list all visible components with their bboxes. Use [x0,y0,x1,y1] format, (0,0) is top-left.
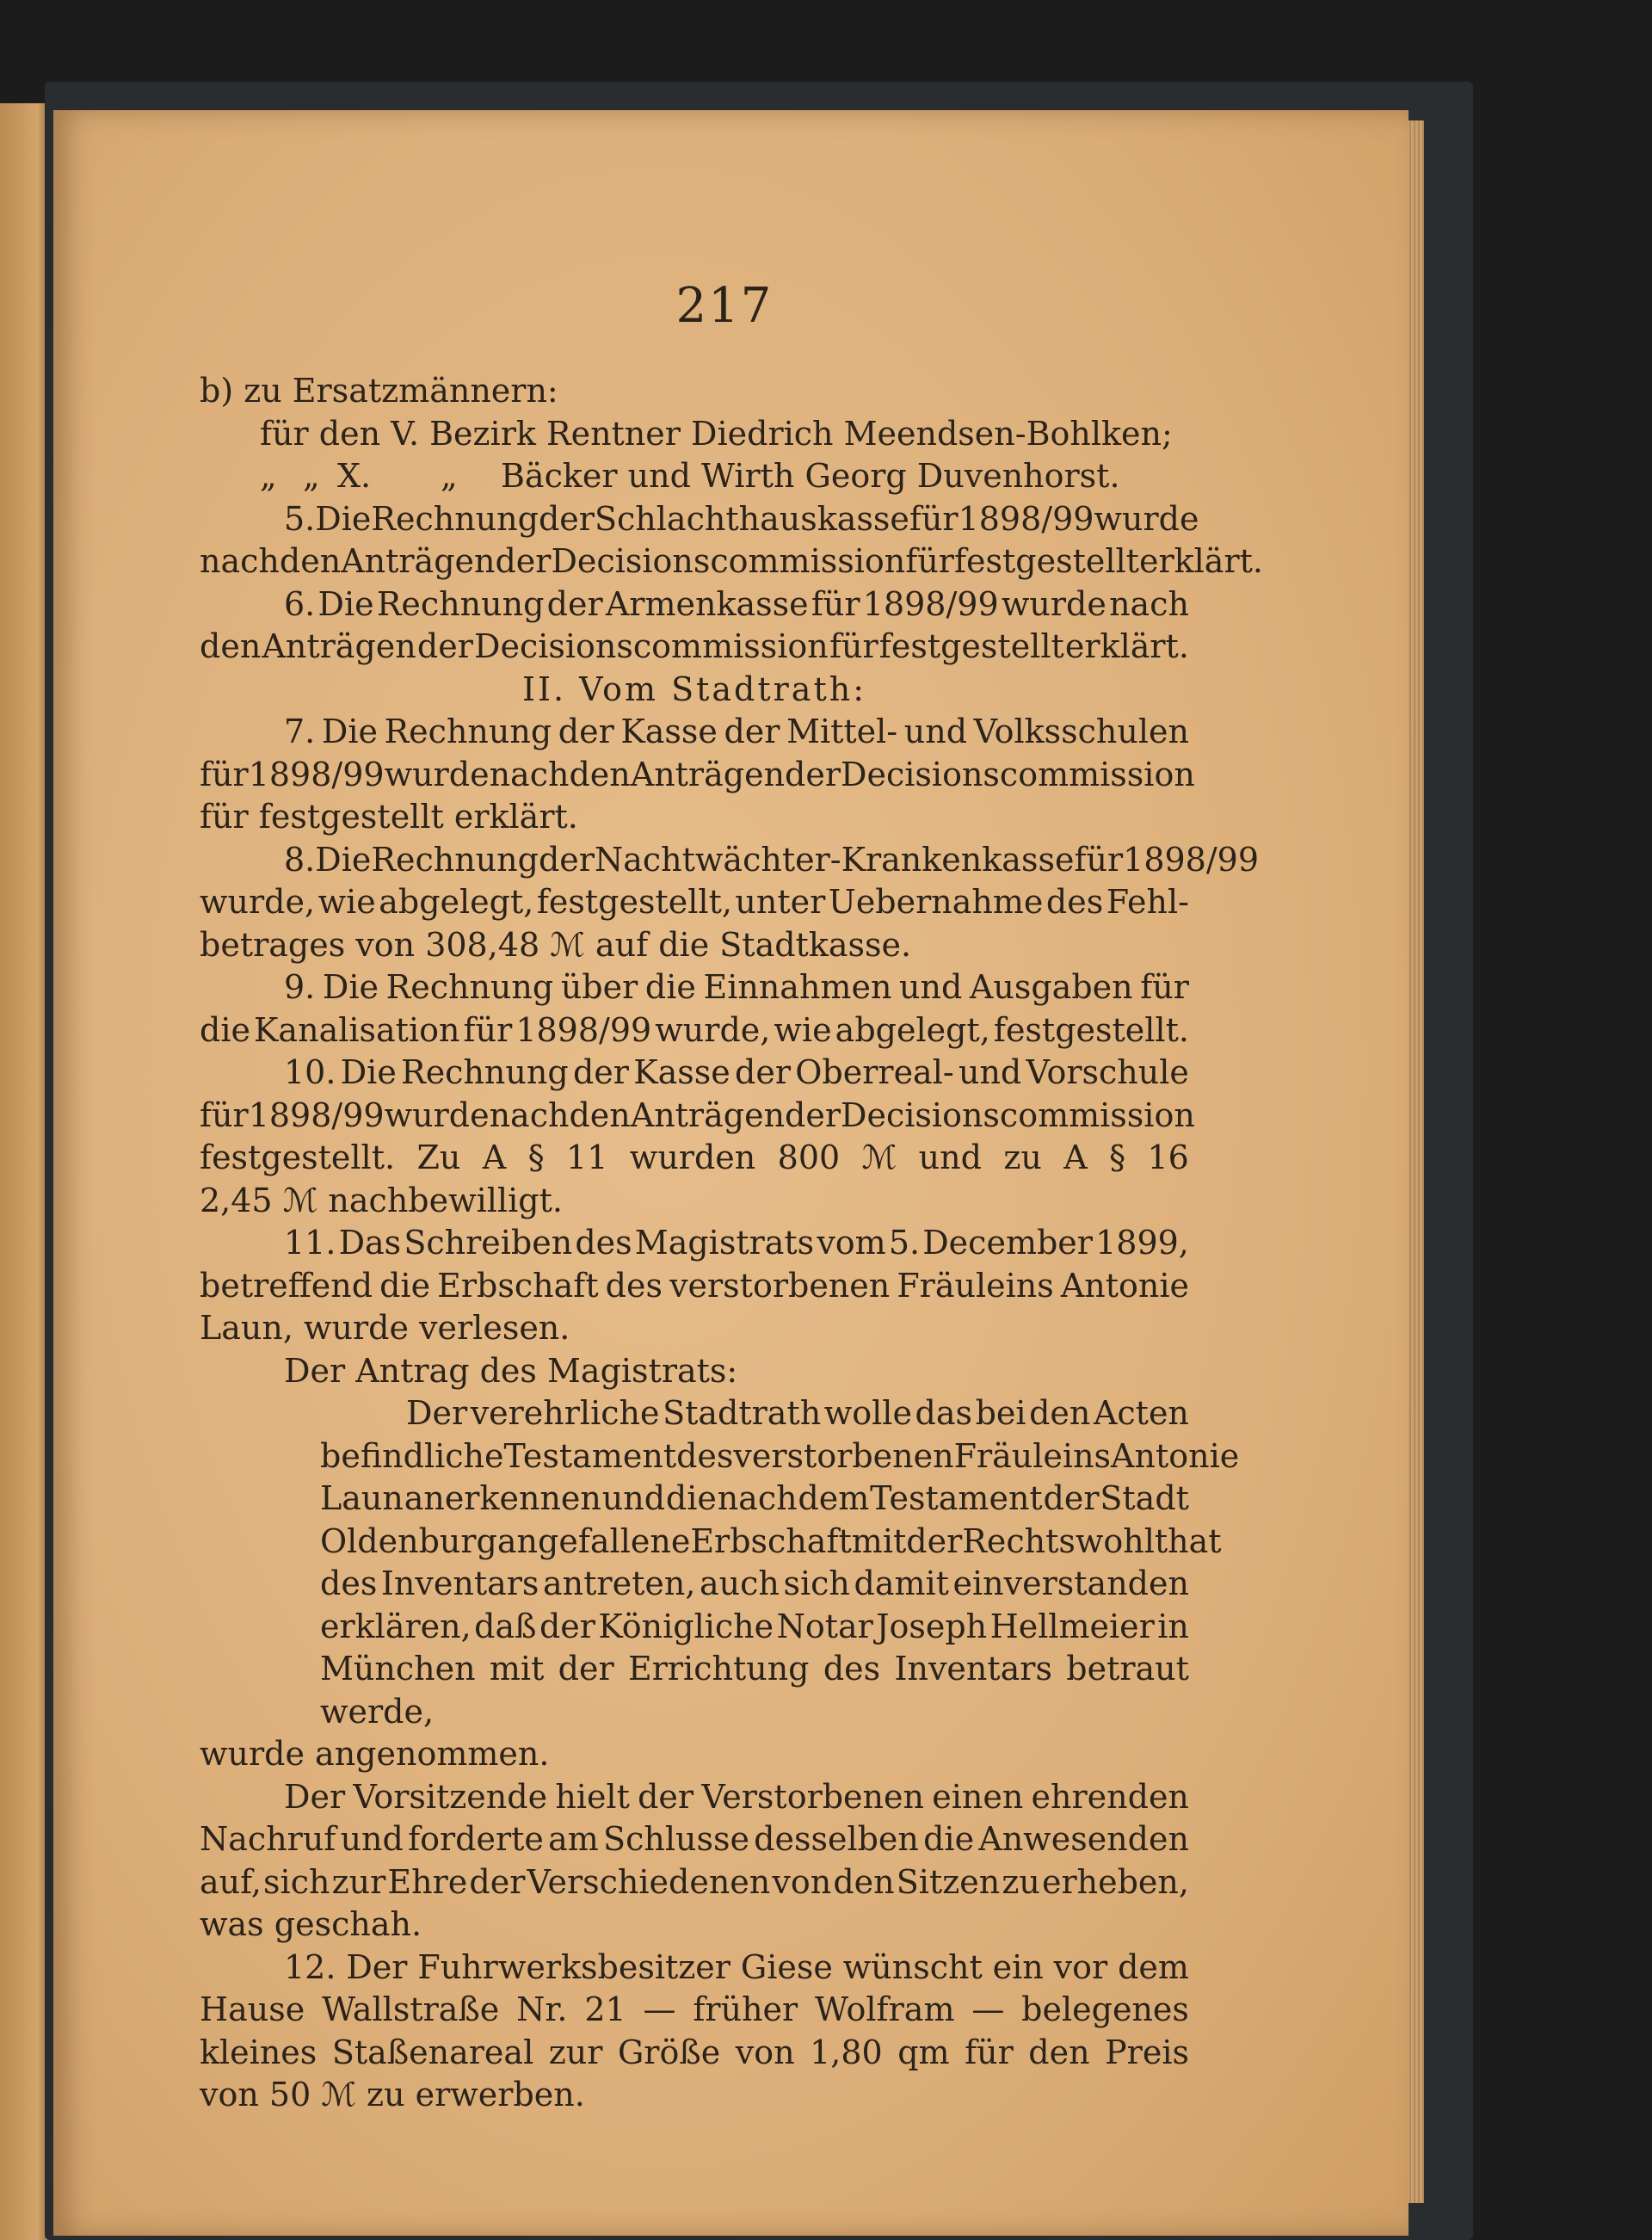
para-5-line: nach den Anträgen der Decisionscommission für festgestellt erklärt. [200,542,1263,580]
para-8-line: betrages von 308,48 ℳ auf die Stadtkasse. [200,925,912,964]
para-6-line: 6. Die Rechnung der Armenkasse für 1898/99 wurde nach [284,584,1189,623]
para-9-line: 9. Die Rechnung über die Einnahmen und Ausgaben für [284,968,1189,1006]
para-10-line: 2,45 ℳ nachbewilligt. [200,1181,563,1219]
para-12-line: von 50 ℳ zu erwerben. [200,2076,585,2113]
nachruf-line: Der Vorsitzende hielt der Verstorbenen einen ehrenden [284,1777,1189,1816]
para-8-line: wurde, wie abgelegt, festgestellt, unter Uebernahme des Fehl- [200,883,1189,921]
motion-line: Laun anerkennen und die nach dem Testament der Stadt [320,1479,1189,1517]
nachruf-line: auf, sich zur Ehre der Verschiedenen von den Sitzen zu erheben, [200,1862,1189,1901]
para-9-line: die Kanalisation für 1898/99 wurde, wie abgelegt, festgestellt. [200,1010,1189,1049]
motion-line: Oldenburg angefallene Erbschaft mit der Rechtswohlthat [320,1521,1222,1560]
motion-line: erklären, daß der Königliche Notar Joseph Hellmeier in [320,1607,1189,1645]
ditto-mark: „ [303,457,320,495]
para-12-line: kleines Staßenareal zur Größe von 1,80 qm für den Preis [200,2033,1189,2071]
para-10-line: 10. Die Rechnung der Kasse der Oberreal- und Vorschule [284,1053,1189,1091]
motion-line: München mit der Errichtung des Inventars betraut [320,1650,1189,1688]
para-7-line: 7. Die Rechnung der Kasse der Mittel- und Volksschulen [284,713,1189,750]
line-x-bezirk-text: Bäcker und Wirth Georg Duvenhorst. [501,457,1120,495]
para-10-line: festgestellt. Zu A § 11 wurden 800 ℳ und zu A § 16 [200,1139,1189,1176]
nachruf-line: Nachruf und forderte am Schlusse desselben die Anwesenden [200,1820,1189,1858]
section-heading: II. Vom Stadtrath: [521,670,867,708]
motion-result: wurde angenommen. [200,1735,550,1773]
subheading-ersatzmaenner: b) zu Ersatzmännern: [200,372,558,410]
para-11-line: Laun, wurde verlesen. [200,1309,570,1347]
district-number: X. [337,457,372,495]
motion-line: des Inventars antreten, auch sich damit einverstanden [320,1564,1189,1602]
page-number: 217 [675,278,774,334]
ditto-mark: „ [441,457,458,495]
para-5-line: 5. Die Rechnung der Schlachthauskasse für 1898/99 wurde [284,499,1199,538]
line-x-bezirk [200,455,1189,498]
para-8-line: 8. Die Rechnung der Nachtwächter-Krankenkasse für 1898/99 [284,840,1260,879]
para-12-line: Hause Wallstraße Nr. 21 — früher Wolfram — belegenes [200,1990,1189,2028]
para-7-line: für festgestellt erklärt. [200,798,578,836]
para-12-line: 12. Der Fuhrwerksbesitzer Giese wünscht ein vor dem [284,1947,1189,1986]
para-11-line: 11. Das Schreiben des Magistrats vom 5. December 1899, [284,1224,1189,1262]
para-10-line: für 1898/99 wurde nach den Anträgen der Decisionscommission [200,1095,1195,1134]
motion-line: werde, [320,1692,435,1731]
motion-line: befindliche Testament des verstorbenen Fräuleins Antonie [320,1436,1240,1475]
page-text [200,110,1263,2117]
para-6-line: den Anträgen der Decisionscommission für festgestellt erklärt. [200,627,1189,665]
para-7-line: für 1898/99 wurde nach den Anträgen der Decisionscommission [200,755,1195,793]
ditto-mark: „ [260,457,277,495]
para-11-line: betreffend die Erbschaft des verstorbenen Fräuleins Antonie [200,1266,1189,1305]
magistrat-motion [200,1392,1240,1733]
book-page [53,110,1409,2236]
motion-line: Der verehrliche Stadtrath wolle das bei den Acten [406,1394,1189,1432]
antrag-intro: Der Antrag des Magistrats: [284,1351,738,1390]
nachruf-line: was geschah. [200,1905,422,1943]
line-v-bezirk: für den V. Bezirk Rentner Diedrich Meendsen-Bohlken; [260,414,1173,453]
